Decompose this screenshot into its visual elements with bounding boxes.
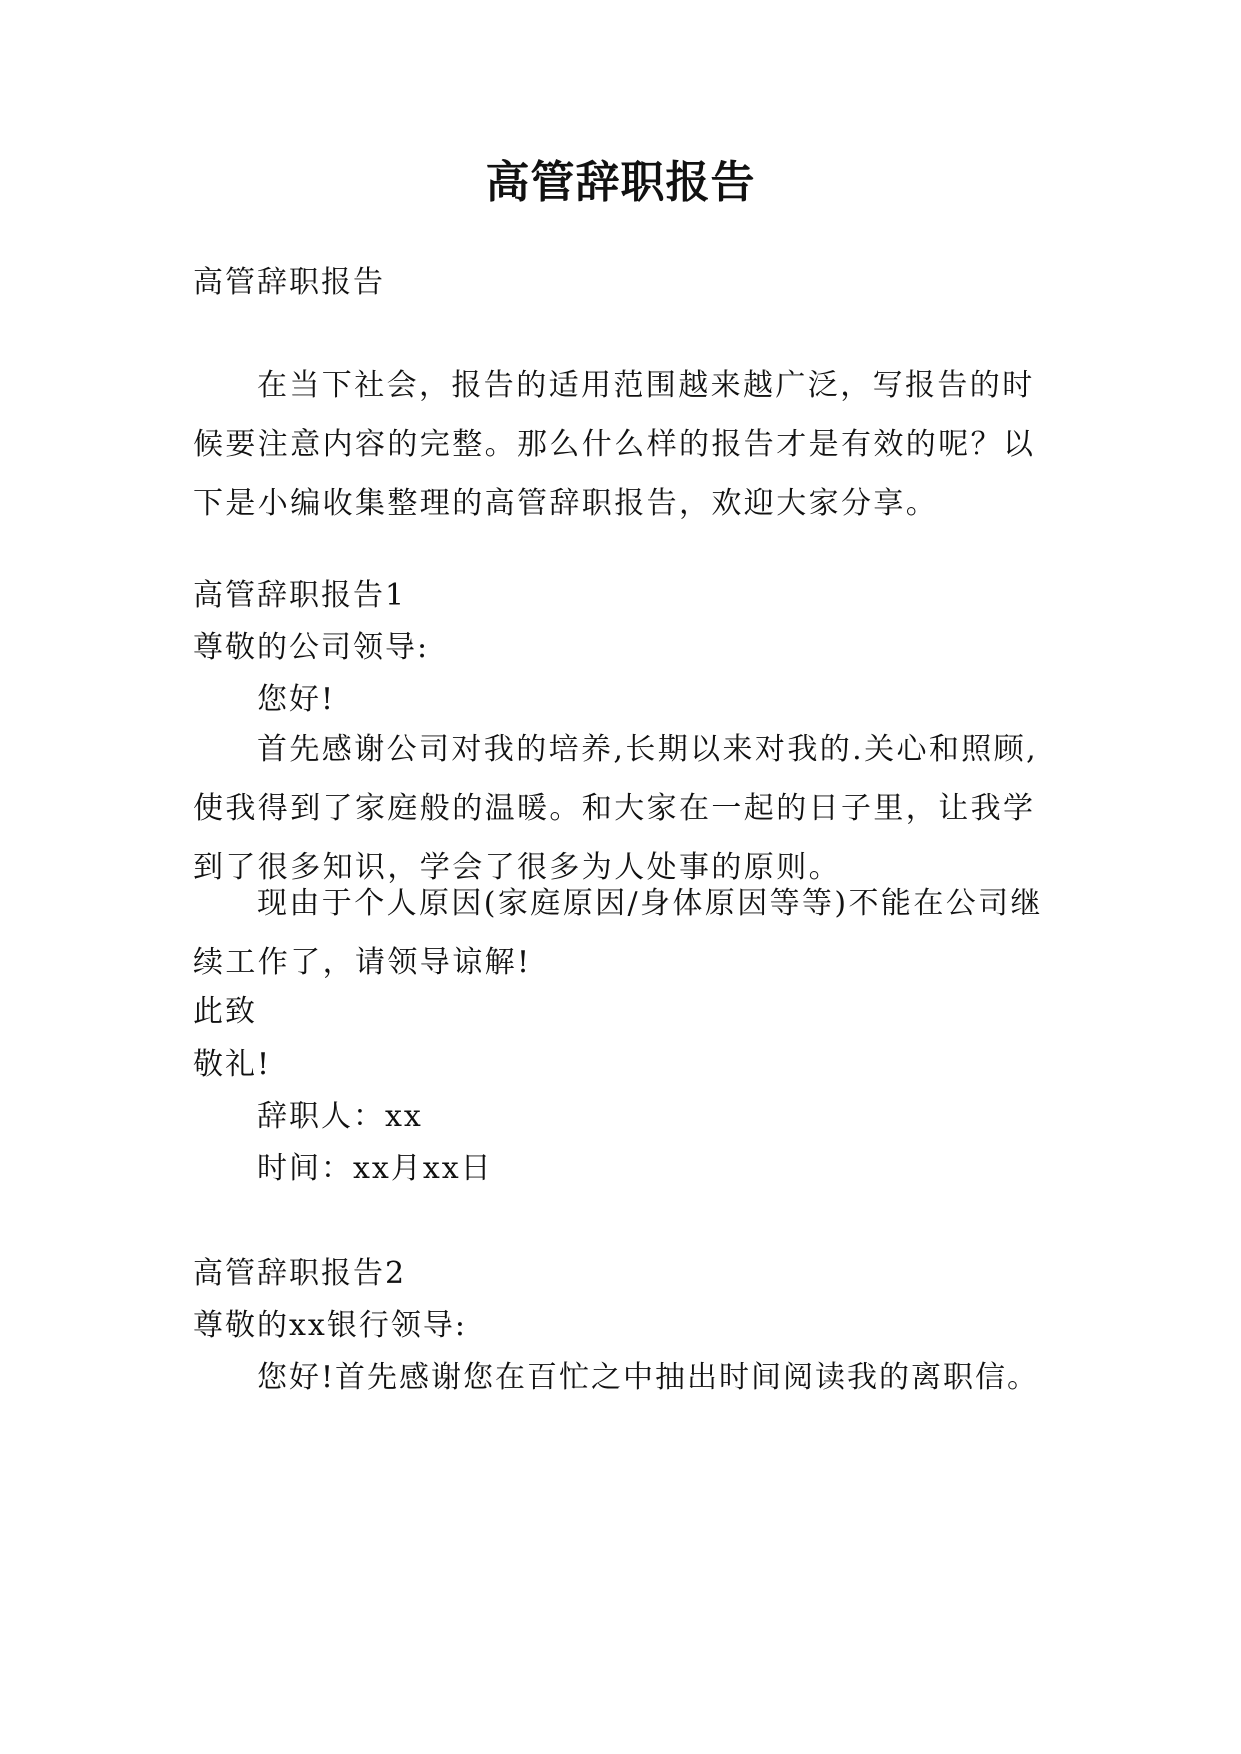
report-1-paragraph-1: 首先感谢公司对我的培养,长期以来对我的.关心和照顾,使我得到了家庭般的温暖。和大家在一起的日子里，让我学到了很多知识，学会了很多为人处事的原则。 [193,732,1039,885]
document-subtitle: 高管辞职报告 [193,265,385,300]
report-1-heading: 高管辞职报告1 [193,578,407,613]
report-1-date: 时间：xx月xx日 [257,1151,493,1186]
page-title: 高管辞职报告 [485,157,756,208]
report-2-heading: 高管辞职报告2 [193,1256,407,1291]
report-1-signer: 辞职人：xx [257,1099,423,1134]
report-1-greeting: 您好! [257,682,336,717]
report-1-closing-2: 敬礼! [193,1047,272,1082]
report-1-salutation: 尊敬的公司领导: [193,630,430,665]
report-2-greeting: 您好!首先感谢您在百忙之中抽出时间阅读我的离职信。 [257,1360,1040,1395]
intro-paragraph: 在当下社会，报告的适用范围越来越广泛，写报告的时候要注意内容的完整。那么什么样的报告才是有效的呢？以下是小编收集整理的高管辞职报告，欢迎大家分享。 [193,368,1036,521]
report-1-paragraph-2: 现由于个人原因(家庭原因/身体原因等等)不能在公司继续工作了，请领导谅解! [193,886,1043,980]
report-1-closing-1: 此致 [193,994,257,1029]
report-2-salutation: 尊敬的xx银行领导: [193,1308,467,1343]
